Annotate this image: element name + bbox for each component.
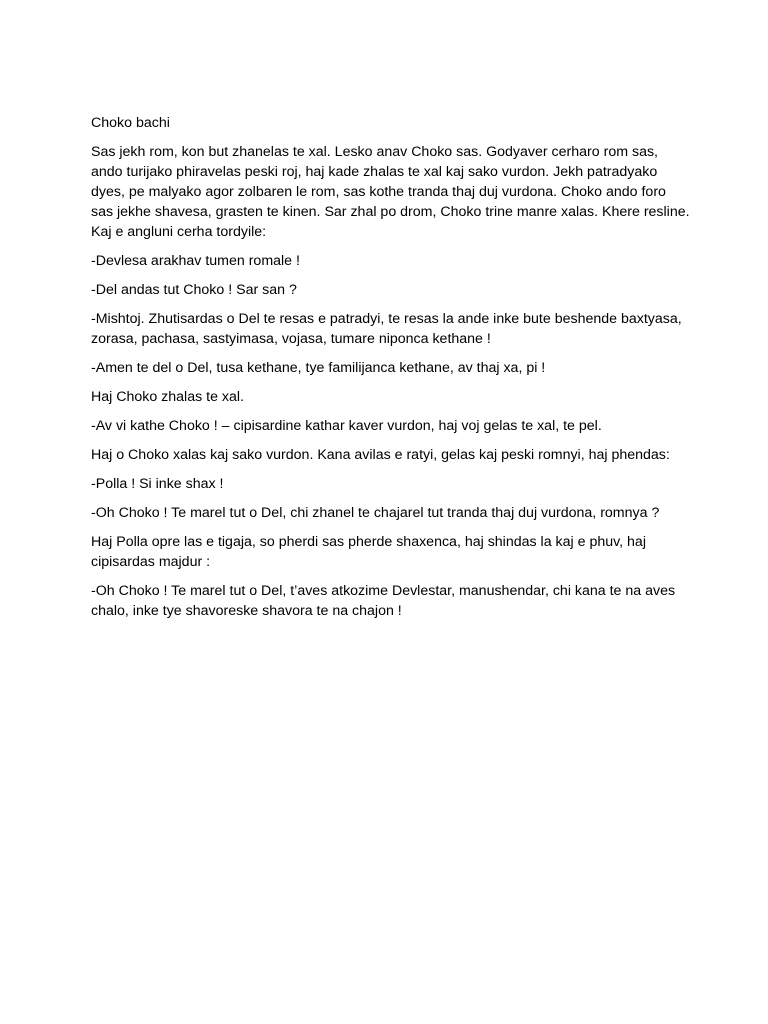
paragraph: -Polla ! Si inke shax ! <box>91 476 224 492</box>
paragraph: -Oh Choko ! Te marel tut o Del, chi zhanel te chajarel tut tranda thaj duj vurdona, romnya ? <box>91 505 660 521</box>
paragraph: Haj Polla opre las e tigaja, so pherdi sas pherde shaxenca, haj shindas la kaj e phuv, haj cipisardas majdur : <box>91 534 646 570</box>
paragraph: -Mishtoj. Zhutisardas o Del te resas e patradyi, te resas la ande inke bute beshende baxtyasa, zorasa, pachasa, sastyimasa, vojasa, tumare niponca kethane ! <box>91 311 682 347</box>
paragraph: -Del andas tut Choko ! Sar san ? <box>91 282 297 298</box>
paragraph: Haj o Choko xalas kaj sako vurdon. Kana avilas e ratyi, gelas kaj peski romnyi, haj phendas: <box>91 447 670 463</box>
paragraph: -Amen te del o Del, tusa kethane, tye familijanca kethane, av thaj xa, pi ! <box>91 360 546 376</box>
paragraph: Haj Choko zhalas te xal. <box>91 389 244 405</box>
paragraph: -Devlesa arakhav tumen romale ! <box>91 253 300 269</box>
document-title: Choko bachi <box>91 115 170 131</box>
paragraph: Sas jekh rom, kon but zhanelas te xal. Lesko anav Choko sas. Godyaver cerharo rom sas, ando turijako phiravelas peski roj, haj kade zhalas te xal kaj sako vurdon. Jekh patradyako dyes, pe malyako agor zolbaren le rom, sas kothe tranda thaj duj vurdona. Choko ando foro sas jekhe shavesa, grasten te kinen. Sar zhal po drom, Choko trine manre xalas. Khere resline. Kaj e angluni cerha tordyile: <box>91 144 690 240</box>
document-page <box>91 113 691 630</box>
paragraph: -Av vi kathe Choko ! – cipisardine kathar kaver vurdon, haj voj gelas te xal, te pel. <box>91 418 602 434</box>
paragraph: -Oh Choko ! Te marel tut o Del, t’aves atkozime Devlestar, manushendar, chi kana te na aves chalo, inke tye shavoreske shavora te na chajon ! <box>91 583 676 619</box>
